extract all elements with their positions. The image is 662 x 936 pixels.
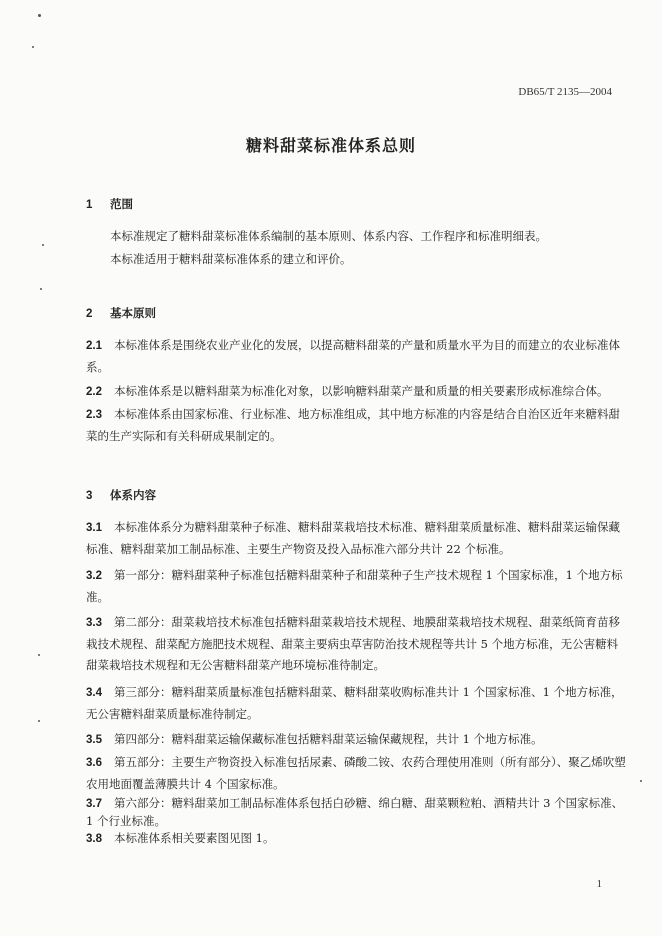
page-number: 1	[596, 878, 602, 890]
clause-text: 第五部分：主要生产物资投入标准包括尿素、磷酸二铵、农药合理使用准则（所有部分）、聚乙烯吹塑农用地面覆盖薄膜共计 4 个国家标准。	[86, 755, 626, 791]
clause-text: 第四部分：糖料甜菜运输保藏标准包括糖料甜菜运输保藏规程，共计 1 个地方标准。	[114, 732, 543, 746]
section-title: 体系内容	[110, 488, 157, 502]
section-number: 1	[86, 199, 93, 211]
clause-text: 第三部分：糖料甜菜质量标准包括糖料甜菜、糖料甜菜收购标准共计 1 个国家标准、1 个地方标准，无公害糖料甜菜质量标准待制定。	[86, 685, 623, 721]
clause-number: 3.3	[86, 617, 102, 629]
section-1-paragraph-2: 本标准适用于糖料甜菜标准体系的建立和评价。	[110, 252, 352, 266]
scan-speck	[640, 780, 642, 782]
section-2-heading	[86, 305, 156, 321]
clause-number: 3.5	[86, 734, 102, 746]
section-number: 3	[86, 490, 93, 502]
clause-text: 本标准体系分为糖料甜菜种子标准、糖料甜菜栽培技术标准、糖料甜菜质量标准、糖料甜菜运输保藏标准、糖料甜菜加工制品标准、主要生产物资及投入品标准六部分共计 22 个标准。	[86, 520, 620, 556]
section-title: 范围	[110, 197, 134, 211]
scan-speck	[40, 288, 42, 290]
clause-number: 2.2	[86, 386, 102, 398]
clause-3-6	[86, 752, 626, 795]
clause-text: 本标准体系相关要素图见图 1。	[114, 831, 275, 845]
clause-number: 3.4	[86, 687, 102, 699]
clause-number: 3.6	[86, 757, 102, 769]
section-title: 基本原则	[110, 306, 157, 320]
section-1-paragraph-1: 本标准规定了糖料甜菜标准体系编制的基本原则、体系内容、工作程序和标准明细表。	[110, 229, 547, 243]
clause-3-7	[86, 795, 626, 830]
clause-3-3	[86, 612, 626, 676]
clause-3-2	[86, 565, 626, 608]
standard-number: DB65/T 2135—2004	[518, 86, 612, 98]
clause-text: 本标准体系是围绕农业产业化的发展，以提高糖料甜菜的产量和质量水平为目的而建立的农业标准体系。	[86, 338, 620, 374]
scan-speck	[38, 14, 41, 17]
clause-2-2	[86, 381, 626, 403]
clause-3-1	[86, 517, 626, 560]
section-3-heading	[86, 487, 156, 503]
scan-speck	[42, 244, 44, 246]
clause-number: 2.3	[86, 409, 102, 421]
section-number: 2	[86, 308, 93, 320]
clause-number: 3.7	[86, 798, 102, 810]
clause-3-4	[86, 682, 626, 725]
scan-speck	[32, 46, 34, 48]
clause-3-5	[86, 729, 626, 751]
clause-3-8	[86, 828, 626, 850]
document-title: 糖料甜菜标准体系总则	[245, 136, 416, 155]
clause-text: 第一部分：糖料甜菜种子标准包括糖料甜菜种子和甜菜种子生产技术规程 1 个国家标准，1 个地方标准。	[86, 568, 623, 604]
clause-text: 本标准体系是以糖料甜菜为标准化对象，以影响糖料甜菜产量和质量的相关要素形成标准综合体。	[114, 384, 609, 398]
clause-2-3	[86, 404, 626, 447]
clause-number: 2.1	[86, 340, 102, 352]
clause-number: 3.2	[86, 570, 102, 582]
clause-text: 第六部分：糖料甜菜加工制品标准体系包括白砂糖、绵白糖、甜菜颗粒粕、酒精共计 3 个国家标准、1 个行业标准。	[86, 796, 624, 828]
clause-text: 第二部分：甜菜栽培技术标准包括糖料甜菜栽培技术规程、地膜甜菜栽培技术规程、甜菜纸筒育苗移栽技术规程、甜菜配方施肥技术规程、甜菜主要病虫草害防治技术规程等共计 5 个地方标准，无公害糖料甜菜栽培技术规程和无公害糖料甜菜产地环境标准待制定。	[86, 615, 620, 672]
clause-2-1	[86, 335, 626, 378]
clause-number: 3.1	[86, 522, 102, 534]
clause-number: 3.8	[86, 833, 102, 845]
scan-speck	[38, 720, 40, 722]
section-1-heading	[86, 196, 133, 212]
clause-text: 本标准体系由国家标准、行业标准、地方标准组成，其中地方标准的内容是结合自治区近年来糖料甜菜的生产实际和有关科研成果制定的。	[86, 407, 620, 443]
scan-speck	[38, 654, 40, 656]
